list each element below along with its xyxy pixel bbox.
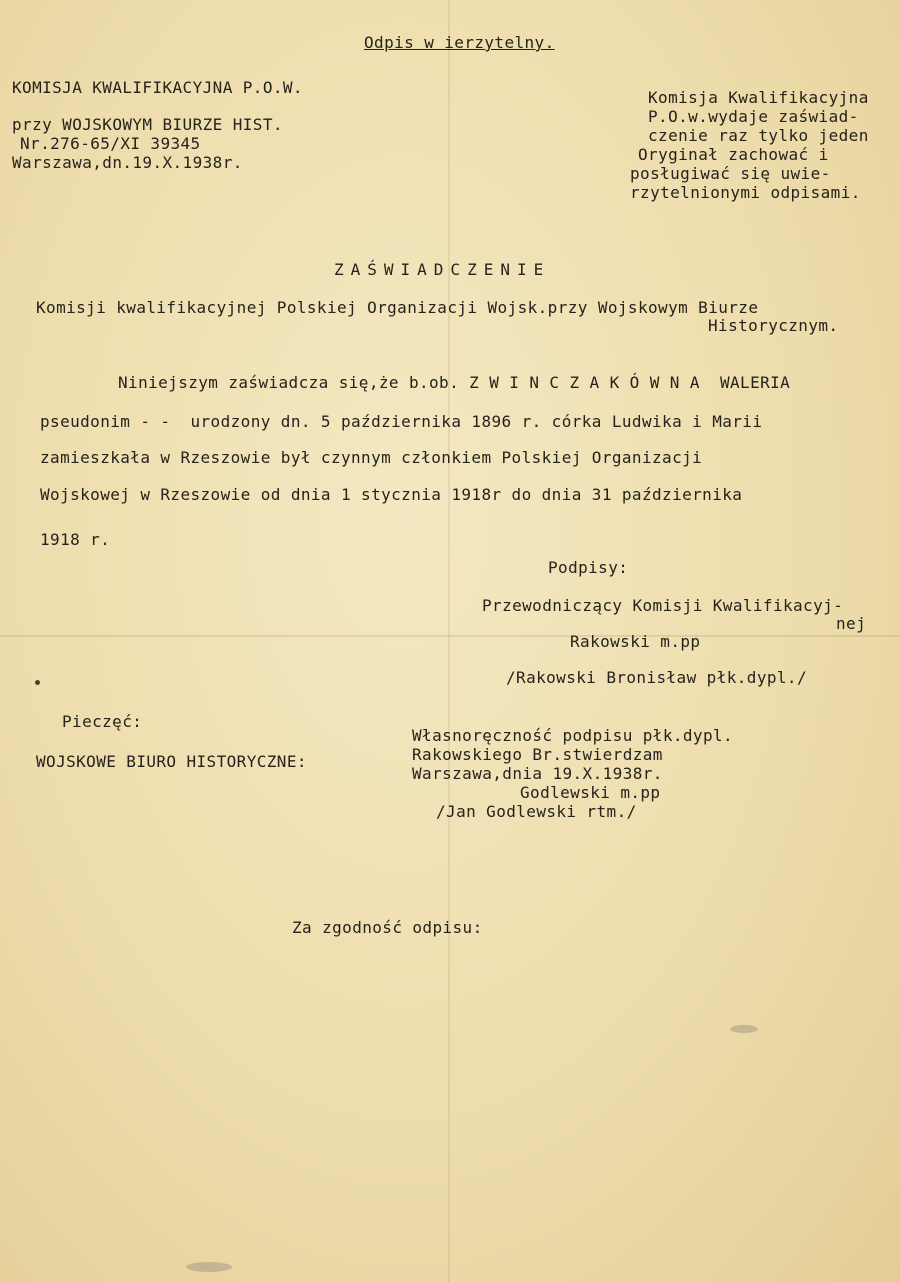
body-line-4: Wojskowej w Rzeszowie od dnia 1 stycznia 1918r do dnia 31 października (40, 485, 743, 504)
seal-text: WOJSKOWE BIURO HISTORYCZNE: (36, 752, 307, 771)
header-right-line-5: posługiwać się uwie- (630, 164, 831, 183)
header-left-line-1: KOMISJA KWALIFIKACYJNA P.O.W. (12, 78, 303, 97)
certificate-title: ZAŚWIADCZENIE (334, 260, 551, 279)
header-right-line-3: czenie raz tylko jeden (648, 126, 869, 145)
header-right-line-1: Komisja Kwalifikacyjna (648, 88, 869, 107)
chairman-name: /Rakowski Bronisław płk.dypl./ (506, 668, 807, 687)
verification-line-3: Warszawa,dnia 19.X.1938r. (412, 764, 663, 783)
header-right-line-2: P.O.w.wydaje zaświad- (648, 107, 859, 126)
verification-signature: Godlewski m.pp (520, 783, 661, 802)
body-line-2: pseudonim - - urodzony dn. 5 października 1896 r. córka Ludwika i Marii (40, 412, 763, 431)
document-heading: Odpis w ierzytelny. (364, 33, 555, 52)
paper-fold-horizontal (0, 635, 900, 637)
header-left-line-4: Warszawa,dn.19.X.1938r. (12, 153, 243, 172)
body-line-1: Niniejszym zaświadcza się,że b.ob. Z W I N C Z A K Ó W N A WALERIA (118, 373, 791, 392)
chairman-signature: Rakowski m.pp (570, 632, 701, 651)
header-right-line-6: rzytelnionymi odpisami. (630, 183, 861, 202)
header-left-line-3: Nr.276-65/XI 39345 (20, 134, 201, 153)
verification-line-2: Rakowskiego Br.stwierdzam (412, 745, 663, 764)
header-left-line-2: przy WOJSKOWYM BIURZE HIST. (12, 115, 283, 134)
header-right-line-4: Oryginał zachować i (638, 145, 829, 164)
ink-dot (35, 680, 40, 685)
seal-label: Pieczęć: (62, 712, 143, 731)
verification-name: /Jan Godlewski rtm./ (436, 802, 637, 821)
body-line-3: zamieszkała w Rzeszowie był czynnym członkiem Polskiej Organizacji (40, 448, 703, 467)
signatures-label: Podpisy: (548, 558, 629, 577)
subtitle-line-2: Historycznym. (708, 316, 839, 335)
subtitle-line-1: Komisji kwalifikacyjnej Polskiej Organizacji Wojsk.przy Wojskowym Biurze (36, 298, 759, 317)
conformity-label: Za zgodność odpisu: (292, 918, 483, 937)
verification-line-1: Własnoręczność podpisu płk.dypl. (412, 726, 734, 745)
body-line-5: 1918 r. (40, 530, 111, 549)
chairman-title: Przewodniczący Komisji Kwalifikacyj- (482, 596, 844, 615)
chairman-title-cont: nej (836, 614, 867, 633)
ink-smudge (186, 1262, 232, 1272)
paper-fold-vertical (448, 0, 450, 1282)
ink-smudge (730, 1025, 758, 1033)
